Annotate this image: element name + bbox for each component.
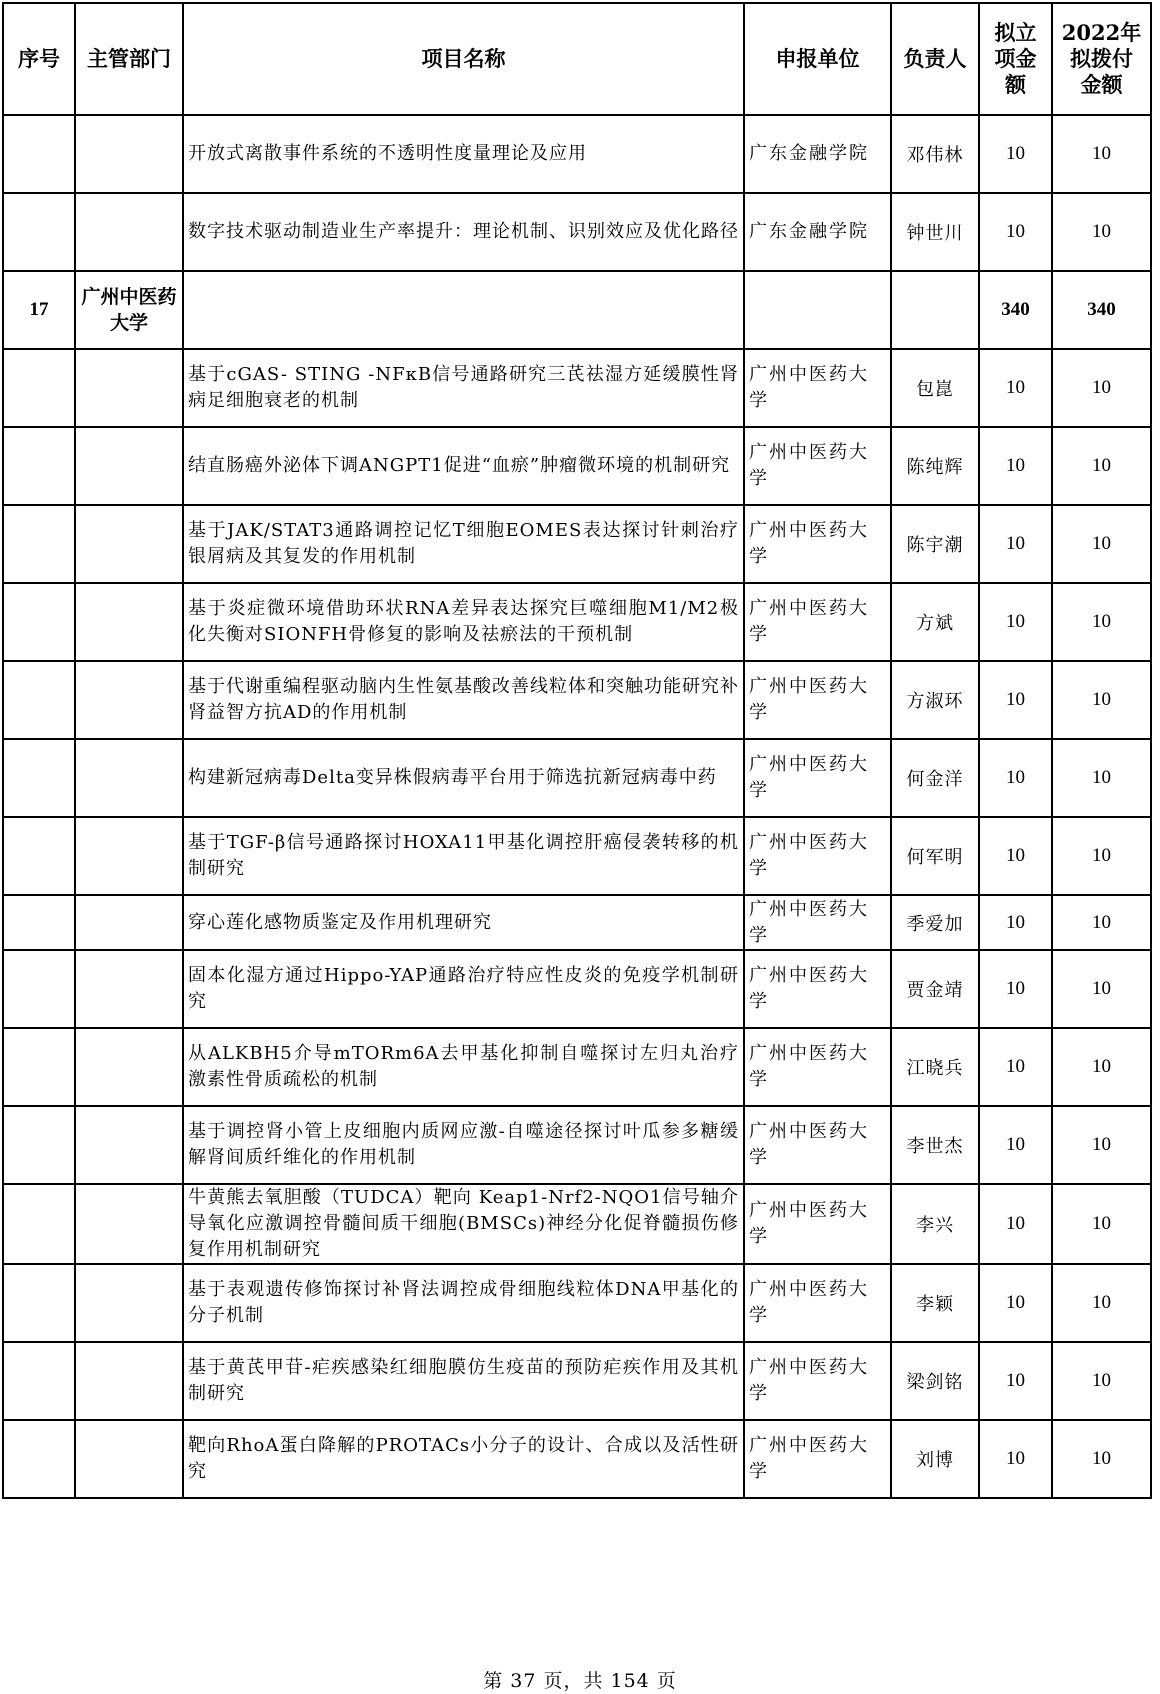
approved-amount: 10 xyxy=(979,1420,1052,1498)
person-in-charge: 邓伟林 xyxy=(891,115,979,193)
project-name: 靶向RhoA蛋白降解的PROTACs小分子的设计、合成以及活性研究 xyxy=(183,1420,744,1498)
header-amount: 拟立 项金 额 xyxy=(979,3,1052,115)
project-name: 基于炎症微环境借助环状RNA差异表达探究巨噬细胞M1/M2极化失衡对SIONFH骨修复的影响及祛瘀法的干预机制 xyxy=(183,583,744,661)
pay-amount: 10 xyxy=(1052,1106,1151,1184)
applicant-unit: 广东金融学院 xyxy=(744,193,891,271)
table-row xyxy=(3,349,1151,427)
project-name: 基于调控肾小管上皮细胞内质网应激-自噬途径探讨叶瓜参多糖缓解肾间质纤维化的作用机制 xyxy=(183,1106,744,1184)
project-name: 穿心莲化感物质鉴定及作用机理研究 xyxy=(183,895,744,950)
person-in-charge: 方淑环 xyxy=(891,661,979,739)
person-in-charge: 包崑 xyxy=(891,349,979,427)
group-dept: 广州中医药 大学 xyxy=(75,271,183,349)
table-row xyxy=(3,1028,1151,1106)
table-row xyxy=(3,505,1151,583)
person-in-charge: 季爱加 xyxy=(891,895,979,950)
applicant-unit: 广东金融学院 xyxy=(744,115,891,193)
group-pay: 340 xyxy=(1052,271,1151,349)
approved-amount: 10 xyxy=(979,1264,1052,1342)
project-name: 基于cGAS- STING -NFκB信号通路研究三芪祛湿方延缓膜性肾病足细胞衰老的机制 xyxy=(183,349,744,427)
approved-amount: 10 xyxy=(979,1106,1052,1184)
approved-amount: 10 xyxy=(979,583,1052,661)
header-seq: 序号 xyxy=(3,3,75,115)
pay-amount: 10 xyxy=(1052,1264,1151,1342)
applicant-unit: 广州中医药大学 xyxy=(744,950,891,1028)
project-name: 从ALKBH5介导mTORm6A去甲基化抑制自噬探讨左归丸治疗激素性骨质疏松的机制 xyxy=(183,1028,744,1106)
header-person: 负责人 xyxy=(891,3,979,115)
applicant-unit: 广州中医药大学 xyxy=(744,1184,891,1264)
pay-amount: 10 xyxy=(1052,661,1151,739)
pay-amount: 10 xyxy=(1052,950,1151,1028)
table-row xyxy=(3,1342,1151,1420)
project-name: 基于代谢重编程驱动脑内生性氨基酸改善线粒体和突触功能研究补肾益智方抗AD的作用机制 xyxy=(183,661,744,739)
pay-amount: 10 xyxy=(1052,193,1151,271)
header-unit: 申报单位 xyxy=(744,3,891,115)
approved-amount: 10 xyxy=(979,817,1052,895)
approved-amount: 10 xyxy=(979,427,1052,505)
project-name: 构建新冠病毒Delta变异株假病毒平台用于筛选抗新冠病毒中药 xyxy=(183,739,744,817)
project-name: 开放式离散事件系统的不透明性度量理论及应用 xyxy=(183,115,744,193)
group-amount: 340 xyxy=(979,271,1052,349)
header-project: 项目名称 xyxy=(183,3,744,115)
approved-amount: 10 xyxy=(979,349,1052,427)
approved-amount: 10 xyxy=(979,1028,1052,1106)
table-row xyxy=(3,950,1151,1028)
applicant-unit: 广州中医药大学 xyxy=(744,1420,891,1498)
applicant-unit: 广州中医药大学 xyxy=(744,895,891,950)
project-name: 基于TGF-β信号通路探讨HOXA11甲基化调控肝癌侵袭转移的机制研究 xyxy=(183,817,744,895)
applicant-unit: 广州中医药大学 xyxy=(744,661,891,739)
header-row xyxy=(3,3,1151,115)
person-in-charge: 陈纯辉 xyxy=(891,427,979,505)
applicant-unit: 广州中医药大学 xyxy=(744,817,891,895)
person-in-charge: 方斌 xyxy=(891,583,979,661)
approved-amount: 10 xyxy=(979,739,1052,817)
applicant-unit: 广州中医药大学 xyxy=(744,1028,891,1106)
person-in-charge: 陈宇潮 xyxy=(891,505,979,583)
person-in-charge: 李兴 xyxy=(891,1184,979,1264)
project-name: 结直肠癌外泌体下调ANGPT1促进“血瘀”肿瘤微环境的机制研究 xyxy=(183,427,744,505)
pay-amount: 10 xyxy=(1052,739,1151,817)
person-in-charge: 李颖 xyxy=(891,1264,979,1342)
page-footer: 第 37 页，共 154 页 xyxy=(483,1670,677,1692)
person-in-charge: 贾金靖 xyxy=(891,950,979,1028)
person-in-charge: 钟世川 xyxy=(891,193,979,271)
approved-amount: 10 xyxy=(979,1342,1052,1420)
table-row xyxy=(3,739,1151,817)
group-row xyxy=(3,271,1151,349)
table-row xyxy=(3,817,1151,895)
person-in-charge: 何军明 xyxy=(891,817,979,895)
approved-amount: 10 xyxy=(979,193,1052,271)
pay-amount: 10 xyxy=(1052,583,1151,661)
table-row xyxy=(3,895,1151,950)
pay-amount: 10 xyxy=(1052,1342,1151,1420)
pay-amount: 10 xyxy=(1052,1028,1151,1106)
person-in-charge: 梁剑铭 xyxy=(891,1342,979,1420)
pay-amount: 10 xyxy=(1052,1420,1151,1498)
applicant-unit: 广州中医药大学 xyxy=(744,1106,891,1184)
header-pay: 2022年 拟拨付 金额 xyxy=(1052,3,1151,115)
table-body xyxy=(3,115,1151,1498)
pay-amount: 10 xyxy=(1052,115,1151,193)
table-row xyxy=(3,661,1151,739)
header-dept: 主管部门 xyxy=(75,3,183,115)
table-row xyxy=(3,1264,1151,1342)
applicant-unit: 广州中医药大学 xyxy=(744,349,891,427)
project-name: 固本化湿方通过Hippo-YAP通路治疗特应性皮炎的免疫学机制研究 xyxy=(183,950,744,1028)
person-in-charge: 何金洋 xyxy=(891,739,979,817)
table-row xyxy=(3,193,1151,271)
table-row xyxy=(3,115,1151,193)
project-name: 数字技术驱动制造业生产率提升：理论机制、识别效应及优化路径 xyxy=(183,193,744,271)
approved-amount: 10 xyxy=(979,895,1052,950)
approved-amount: 10 xyxy=(979,950,1052,1028)
table-row xyxy=(3,583,1151,661)
person-in-charge: 刘博 xyxy=(891,1420,979,1498)
pay-amount: 10 xyxy=(1052,895,1151,950)
applicant-unit: 广州中医药大学 xyxy=(744,427,891,505)
applicant-unit: 广州中医药大学 xyxy=(744,1342,891,1420)
project-name: 基于JAK/STAT3通路调控记忆T细胞EOMES表达探讨针刺治疗银屑病及其复发的作用机制 xyxy=(183,505,744,583)
pay-amount: 10 xyxy=(1052,817,1151,895)
applicant-unit: 广州中医药大学 xyxy=(744,583,891,661)
approved-amount: 10 xyxy=(979,661,1052,739)
person-in-charge: 江晓兵 xyxy=(891,1028,979,1106)
approved-amount: 10 xyxy=(979,1184,1052,1264)
table-row xyxy=(3,1184,1151,1264)
pay-amount: 10 xyxy=(1052,349,1151,427)
person-in-charge: 李世杰 xyxy=(891,1106,979,1184)
applicant-unit: 广州中医药大学 xyxy=(744,739,891,817)
applicant-unit: 广州中医药大学 xyxy=(744,1264,891,1342)
group-seq: 17 xyxy=(3,271,75,349)
project-name: 基于表观遗传修饰探讨补肾法调控成骨细胞线粒体DNA甲基化的分子机制 xyxy=(183,1264,744,1342)
approved-amount: 10 xyxy=(979,505,1052,583)
approved-amount: 10 xyxy=(979,115,1052,193)
pay-amount: 10 xyxy=(1052,505,1151,583)
applicant-unit: 广州中医药大学 xyxy=(744,505,891,583)
project-table xyxy=(2,2,1152,1499)
pay-amount: 10 xyxy=(1052,1184,1151,1264)
table-row xyxy=(3,427,1151,505)
pay-amount: 10 xyxy=(1052,427,1151,505)
table-row xyxy=(3,1106,1151,1184)
project-name: 基于黄芪甲苷-疟疾感染红细胞膜仿生疫苗的预防疟疾作用及其机制研究 xyxy=(183,1342,744,1420)
table-row xyxy=(3,1420,1151,1498)
project-name: 牛黄熊去氧胆酸（TUDCA）靶向 Keap1-Nrf2-NQO1信号轴介导氧化应激调控骨髓间质干细胞(BMSCs)神经分化促脊髓损伤修复作用机制研究 xyxy=(183,1184,744,1264)
